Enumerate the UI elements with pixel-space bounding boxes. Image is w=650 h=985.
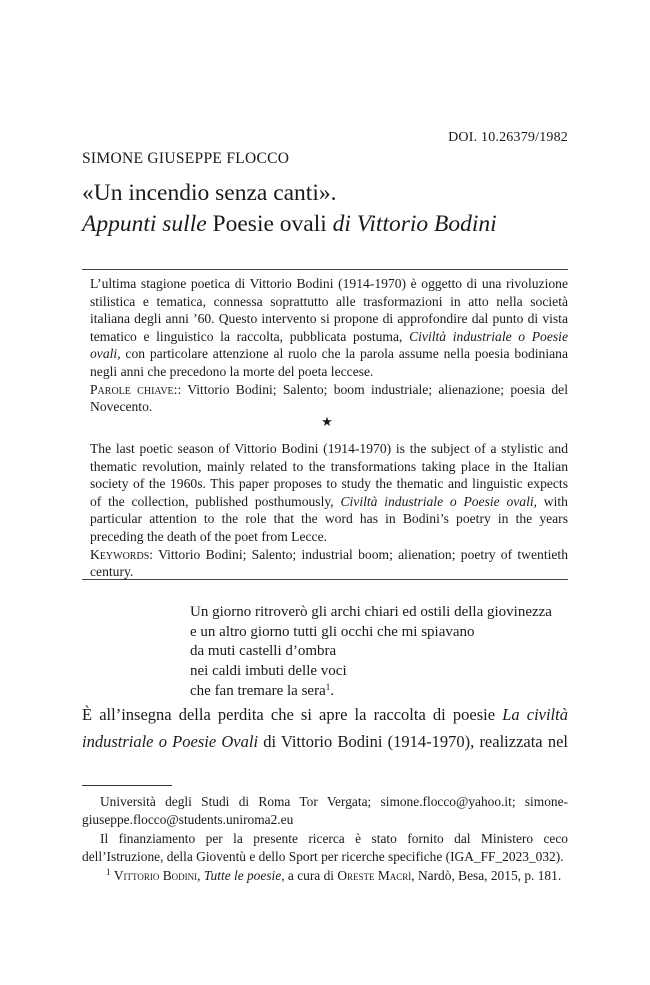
author-name: SIMONE GIUSEPPE FLOCCO	[82, 150, 290, 167]
footnote-marker: 1	[325, 681, 331, 692]
body-line-2	[82, 728, 568, 755]
verse-line: nei caldi imbuti delle voci	[190, 663, 347, 680]
footnote-affiliation: Università degli Studi di Roma Tor Vergata; simone.flocco@yahoo.it; simone-giuseppe.flocco@students.uniroma2.eu	[82, 794, 568, 828]
abstract-it-text-a: L’ultima stagione poetica di Vittorio Bodini (1914-1970) è oggetto di una rivoluzione stilistica e tematica, connessa soprattutto alle trasformazioni in atto nella società italiana degli anni ’60. Questo intervento si propone di approfondire dal punto di vista tematico e linguistico la raccolta, pubblicata postuma,	[90, 276, 568, 344]
abstract-en-text-b: , with particular attention to the role that the word has in Bodini’s poetry in the years preceding the death of the poet from Lecce.	[90, 493, 568, 544]
abstract-english	[90, 440, 568, 581]
verse-end-punct: .	[330, 682, 334, 699]
keywords-en: : Vittorio Bodini; Salento; industrial boom; alienation; poetry of twentieth century.	[90, 546, 568, 580]
footnote-1-number: 1	[106, 866, 111, 877]
verse-quotation	[190, 603, 552, 702]
body-line-1	[82, 701, 568, 728]
footnote-1-end: , Nardò, Besa, 2015, p. 181.	[411, 867, 562, 883]
footnote-funding: Il finanziamento per la presente ricerca è stato fornito dal Ministero ceco dell’Istruzione, della Gioventù e dello Sport per ricerche specifiche (IGA_FF_2023_032).	[82, 830, 568, 865]
verse-line: Un giorno ritroverò gli archi chiari ed ostili della giovinezza	[190, 604, 552, 620]
footnote-1-author: Vittorio Bodini	[113, 867, 198, 883]
abstract-en-work-title: Civiltà industriale o Poesie ovali	[340, 493, 534, 509]
abstract-top-rule	[82, 269, 568, 270]
verse-line-text: che fan tremare la sera	[190, 682, 326, 699]
title-italic-a: Appunti sulle	[82, 211, 207, 237]
abstract-it-text-b: , con particolare attenzione al ruolo che la parola assume nella poesia bodiniana negli anni che precedono la morte del poeta leccese.	[90, 346, 568, 379]
abstract-en-text-a: The last poetic season of Vittorio Bodini (1914-1970) is the subject of a stylistic and thematic revolution, mainly related to the transformations taking place in the Italian society of the 1960s. This paper proposes to study the thematic and linguistic expects of the collection, published posthumously,	[90, 441, 568, 509]
verse-line: da muti castelli d’ombra	[190, 643, 337, 660]
article-title	[82, 178, 582, 240]
title-roman: Poesie ovali	[206, 211, 333, 237]
abstract-italian	[90, 275, 568, 416]
footnote-1-mid: , a cura di	[281, 867, 338, 883]
footnote-1-sep: ,	[197, 867, 204, 883]
footnote-1	[82, 867, 568, 885]
title-italic-b: di Vittorio Bodini	[332, 211, 497, 237]
keywords-it: : Vittorio Bodini; Salento; boom industriale; alienazione; poesia del Novecento.	[90, 381, 568, 415]
body-paragraph	[82, 701, 568, 755]
body-l2-italic: industriale o Poesie Ovali	[82, 732, 259, 751]
star-separator-icon: ★	[321, 414, 333, 429]
footnotes	[82, 793, 568, 885]
body-l1-italic: La civiltà	[502, 705, 568, 724]
body-l1-text: È all’insegna della perdita che si apre la raccolta di poesie	[82, 705, 503, 724]
footnote-rule	[82, 785, 172, 786]
title-line-1: «Un incendio senza canti».	[82, 180, 337, 206]
verse-line	[190, 682, 552, 702]
footnote-1-editor: Oreste Macrì	[337, 867, 412, 883]
body-l2-text: di Vittorio Bodini (1914-1970), realizzata nel	[258, 732, 568, 751]
title-line-2	[82, 209, 582, 240]
verse-line: e un altro giorno tutti gli occhi che mi spiavano	[190, 623, 475, 640]
abstract-it-work-title: Civiltà industriale o Poesie ovali	[90, 328, 568, 362]
doi-label: DOI. 10.26379/1982	[448, 130, 568, 145]
footnote-1-work: Tutte le poesie	[203, 867, 282, 883]
keywords-label-it: Parole chiave:	[90, 381, 178, 397]
abstract-bottom-rule	[82, 579, 568, 580]
keywords-label-en: Keywords	[90, 546, 150, 562]
